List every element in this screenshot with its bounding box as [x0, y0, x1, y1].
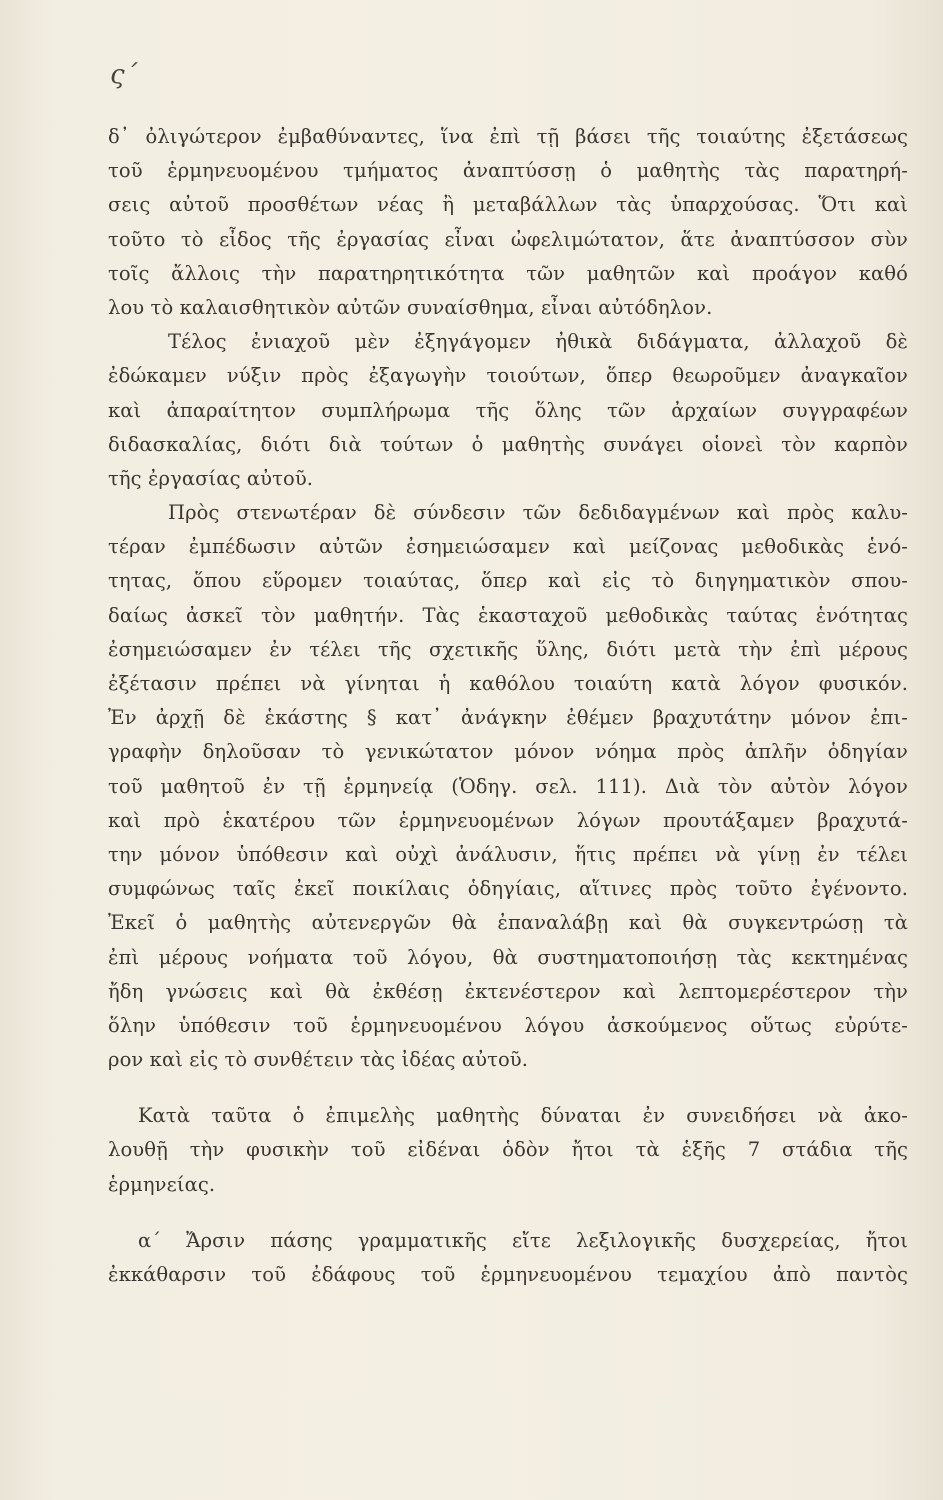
text-line: ὅλην ὑπόθεσιν τοῦ ἑρμηνευομένου λόγου ἀσκούμενος οὕτως εὐρύτε-: [108, 1013, 908, 1037]
text-line: τοῖς ἄλλοις τὴν παρατηρητικότητα τῶν μαθητῶν καὶ προάγον καθό: [108, 261, 908, 285]
text-line: τῆς ἐργασίας αὐτοῦ.: [108, 466, 314, 490]
paragraph-1: [108, 120, 908, 325]
text-line: τοῦ ἑρμηνευομένου τμήματος ἀναπτύσσῃ ὁ μαθητὴς τὰς παρατηρή-: [108, 159, 908, 183]
text-line: ἐπὶ μέρους νοήματα τοῦ λόγου, θὰ συστηματοποιήσῃ τὰς κεκτημένας: [108, 945, 908, 969]
text-line: την μόνον ὑπόθεσιν καὶ οὐχὶ ἀνάλυσιν, ἥτις πρέπει νὰ γίνῃ ἐν τέλει: [108, 842, 908, 866]
text-line: δ᾽ ὀλιγώτερον ἐμβαθύναντες, ἵνα ἐπὶ τῇ βάσει τῆς τοιαύτης ἐξετάσεως: [108, 125, 908, 148]
text-line: Τέλος ἐνιαχοῦ μὲν ἐξηγάγομεν ἠθικὰ διδάγματα, ἀλλαχοῦ δὲ: [168, 330, 908, 354]
text-line: α΄ Ἄρσιν πάσης γραμματικῆς εἴτε λεξιλογικῆς δυσχερείας, ἤτοι: [138, 1228, 908, 1252]
text-line: καὶ ἀπαραίτητον συμπλήρωμα τῆς ὅλης τῶν ἀρχαίων συγγραφέων: [108, 398, 908, 422]
text-line: ἐδώκαμεν νύξιν πρὸς ἐξαγωγὴν τοιούτων, ὅπερ θεωροῦμεν ἀναγκαῖον: [108, 364, 908, 388]
text-line: Πρὸς στενωτέραν δὲ σύνδεσιν τῶν δεδιδαγμένων καὶ πρὸς καλυ-: [168, 501, 908, 525]
paragraph-3: [108, 496, 908, 1077]
text-line: ἐξέτασιν πρέπει νὰ γίνηται ἡ καθόλου τοιαύτη κατὰ λόγον φυσικόν.: [108, 672, 908, 695]
text-line: τητας, ὅπου εὕρομεν τοιαύτας, ὅπερ καὶ εἰς τὸ διηγηματικὸν σπου-: [108, 569, 908, 593]
text-line: σεις αὐτοῦ προσθέτων νέας ἢ μεταβάλλων τὰς ὑπαρχούσας. Ὅτι καὶ: [108, 193, 908, 217]
page-number: ς΄: [110, 60, 138, 90]
text-line: λουθῇ τὴν φυσικὴν τοῦ εἰδέναι ὁδὸν ἤτοι τὰ ἑξῆς 7 στάδια τῆς: [108, 1138, 908, 1162]
paragraph-5: [108, 1224, 908, 1292]
text-line: Ἐν ἀρχῇ δὲ ἑκάστης § κατ᾽ ἀνάγκην ἐθέμεν βραχυτάτην μόνον ἐπι-: [108, 706, 908, 730]
text-line: ρον καὶ εἰς τὸ συνθέτειν τὰς ἰδέας αὐτοῦ.: [108, 1048, 529, 1072]
text-line: τοῦτο τὸ εἶδος τῆς ἐργασίας εἶναι ὠφελιμώτατον, ἅτε ἀναπτύσσον σὺν: [108, 227, 908, 251]
text-line: διδασκαλίας, διότι διὰ τούτων ὁ μαθητὴς συνάγει οἱονεὶ τὸν καρπὸν: [108, 432, 908, 456]
text-line: Ἐκεῖ ὁ μαθητὴς αὐτενεργῶν θὰ ἐπαναλάβῃ καὶ θὰ συγκεντρώσῃ τὰ: [108, 911, 908, 935]
text-line: ἐκκάθαρσιν τοῦ ἐδάφους τοῦ ἑρμηνευομένου τεμαχίου ἀπὸ παντὸς: [108, 1263, 908, 1286]
text-line: γραφὴν δηλοῦσαν τὸ γενικώτατον μόνον νόημα πρὸς ἁπλῆν ὁδηγίαν: [108, 740, 908, 764]
text-line: δαίως ἀσκεῖ τὸν μαθητήν. Τὰς ἑκασταχοῦ μεθοδικὰς ταύτας ἑνότητας: [108, 603, 908, 627]
body-text: [108, 120, 908, 1292]
text-line: τέραν ἐμπέδωσιν αὐτῶν ἐσημειώσαμεν καὶ μείζονας μεθοδικὰς ἑνό-: [108, 535, 908, 559]
text-line: Κατὰ ταῦτα ὁ ἐπιμελὴς μαθητὴς δύναται ἐν συνειδήσει νὰ ἀκο-: [138, 1104, 908, 1128]
paragraph-2: [108, 325, 908, 496]
text-line: τοῦ μαθητοῦ ἐν τῇ ἑρμηνείᾳ (Ὁδηγ. σελ. 111). Διὰ τὸν αὐτὸν λόγον: [108, 774, 908, 798]
text-line: λου τὸ καλαισθητικὸν αὐτῶν συναίσθημα, εἶναι αὐτόδηλον.: [108, 295, 713, 319]
text-line: καὶ πρὸ ἑκατέρου τῶν ἑρμηνευομένων λόγων προυτάξαμεν βραχυτά-: [108, 808, 908, 832]
text-line: συμφώνως ταῖς ἐκεῖ ποικίλαις ὁδηγίαις, αἵτινες πρὸς τοῦτο ἐγένοντο.: [108, 877, 908, 901]
paragraph-4: [108, 1099, 908, 1202]
text-line: ἐσημειώσαμεν ἐν τέλει τῆς σχετικῆς ὕλης, διότι μετὰ τὴν ἐπὶ μέρους: [108, 637, 908, 661]
text-line: ἑρμηνείας.: [108, 1172, 216, 1196]
text-line: ἤδη γνώσεις καὶ θὰ ἐκθέσῃ ἐκτενέστερον καὶ λεπτομερέστερον τὴν: [108, 979, 908, 1003]
